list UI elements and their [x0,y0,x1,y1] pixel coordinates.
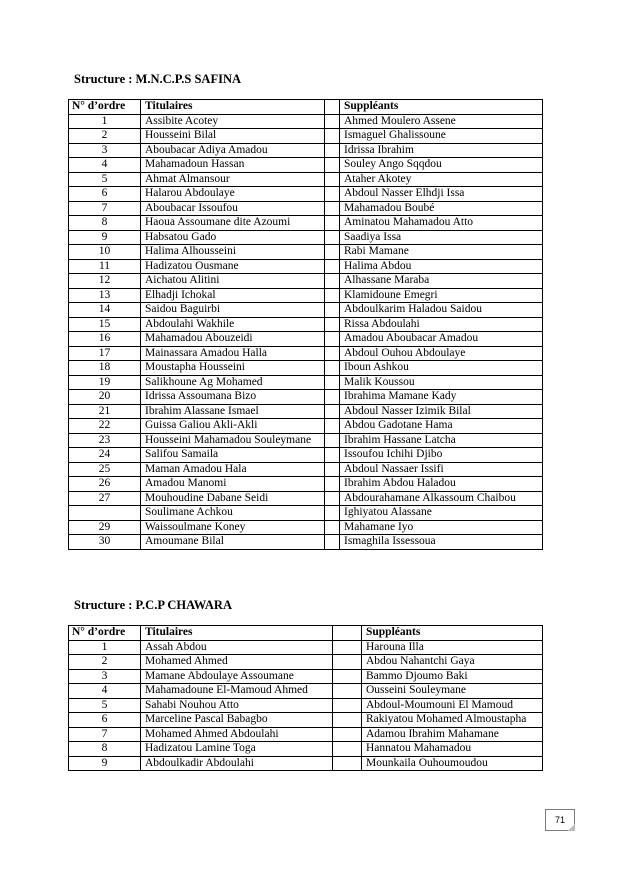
holder-name: Habsatou Gado [141,230,325,245]
spacer-cell [325,158,340,173]
table-row [69,375,543,390]
alternate-name: Saadiya Issa [340,230,543,245]
roster-table-safina [68,99,543,550]
column-header-alternates: Suppléants [340,100,543,115]
spacer-cell [325,332,340,347]
row-number: 10 [69,245,141,260]
alternate-name: Malik Koussou [340,375,543,390]
spacer-cell [325,129,340,144]
spacer-cell [333,684,362,699]
alternate-name: Issoufou Ichihi Djibo [340,448,543,463]
alternate-name: Mahamane Iyo [340,520,543,535]
spacer-cell [325,288,340,303]
spacer-cell [333,727,362,742]
table-header-row [69,626,543,641]
alternate-name: Abdoul Nasser Izimik Bilal [340,404,543,419]
holder-name: Mouhoudine Dabane Seidi [141,491,325,506]
row-number: 4 [69,158,141,173]
row-number: 2 [69,655,141,670]
alternate-name: Bammo Djoumo Baki [362,669,543,684]
holder-name: Amadou Manomi [141,477,325,492]
table-row [69,346,543,361]
alternate-name: Abdoul Ouhou Abdoulaye [340,346,543,361]
holder-name: Abdoulkadir Abdoulahi [141,756,333,771]
spacer-cell [325,172,340,187]
holder-name: Mainassara Amadou Halla [141,346,325,361]
alternate-name: Harouna Illa [362,640,543,655]
holder-name: Ibrahim Alassane Ismael [141,404,325,419]
holder-name: Aichatou Alitini [141,274,325,289]
row-number: 4 [69,684,141,699]
alternate-name: Ahmed Moulero Assene [340,114,543,129]
alternate-name: Alhassane Maraba [340,274,543,289]
alternate-name: Iboun Ashkou [340,361,543,376]
row-number: 20 [69,390,141,405]
spacer-cell [325,216,340,231]
spacer-cell [325,143,340,158]
row-number: 15 [69,317,141,332]
spacer-cell [325,114,340,129]
holder-name: Halima Alhousseini [141,245,325,260]
row-number: 22 [69,419,141,434]
row-number: 18 [69,361,141,376]
holder-name: Aboubacar Issoufou [141,201,325,216]
row-number: 27 [69,491,141,506]
row-number: 13 [69,288,141,303]
holder-name: Mahamadoune El-Mamoud Ahmed [141,684,333,699]
table-row [69,713,543,728]
alternate-name: Hannatou Mahamadou [362,742,543,757]
holder-name: Sahabi Nouhou Atto [141,698,333,713]
row-number: 26 [69,477,141,492]
table-row [69,317,543,332]
spacer-cell [333,756,362,771]
table-row [69,655,543,670]
table-header-row [69,100,543,115]
row-number: 8 [69,742,141,757]
alternate-name: Halima Abdou [340,259,543,274]
holder-name: Amoumane Bilal [141,535,325,550]
holder-name: Hadizatou Lamine Toga [141,742,333,757]
table-row [69,477,543,492]
row-number: 24 [69,448,141,463]
spacer-cell [325,375,340,390]
alternate-name: Ismaguel Ghalissoune [340,129,543,144]
row-number: 14 [69,303,141,318]
row-number: 6 [69,713,141,728]
table-row [69,187,543,202]
table-row [69,448,543,463]
holder-name: Ahmat Almansour [141,172,325,187]
table-row [69,404,543,419]
table-row [69,756,543,771]
holder-name: Elhadji Ichokal [141,288,325,303]
spacer-cell [325,230,340,245]
row-number: 7 [69,727,141,742]
row-number: 5 [69,698,141,713]
spacer-cell [333,713,362,728]
row-number: 8 [69,216,141,231]
holder-name: Housseini Mahamadou Souleymane [141,433,325,448]
holder-name: Soulimane Achkou [141,506,325,521]
column-header-order: N° d’ordre [69,626,141,641]
holder-name: Haoua Assoumane dite Azoumi [141,216,325,231]
row-number: 9 [69,230,141,245]
holder-name: Assah Abdou [141,640,333,655]
alternate-name: Mahamadou Boubé [340,201,543,216]
alternate-name: Amadou Aboubacar Amadou [340,332,543,347]
holder-name: Guissa Galiou Akli-Akli [141,419,325,434]
spacer-cell [325,520,340,535]
spacer-cell [325,317,340,332]
holder-name: Aboubacar Adiya Amadou [141,143,325,158]
holder-name: Housseini Bilal [141,129,325,144]
row-number: 6 [69,187,141,202]
table-row [69,274,543,289]
table-row [69,698,543,713]
alternate-name: Rissa Abdoulahi [340,317,543,332]
column-header-alternates: Suppléants [362,626,543,641]
column-header-holders: Titulaires [141,100,325,115]
column-header-order: N° d’ordre [69,100,141,115]
holder-name: Saidou Baguirbi [141,303,325,318]
row-number [69,506,141,521]
table-row [69,390,543,405]
spacer-cell [333,669,362,684]
spacer-cell [325,491,340,506]
alternate-name: Idrissa Ibrahim [340,143,543,158]
holder-name: Hadizatou Ousmane [141,259,325,274]
row-number: 7 [69,201,141,216]
spacer-cell [325,404,340,419]
alternate-name: Rabi Mamane [340,245,543,260]
row-number: 29 [69,520,141,535]
row-number: 17 [69,346,141,361]
table-row [69,727,543,742]
table-row [69,288,543,303]
spacer-cell [325,201,340,216]
table-row [69,535,543,550]
table-row [69,332,543,347]
column-spacer [333,626,362,641]
holder-name: Moustapha Housseini [141,361,325,376]
section-heading-chawara: Structure : P.C.P CHAWARA [74,598,232,612]
alternate-name: Abdourahamane Alkassoum Chaibou [340,491,543,506]
row-number: 1 [69,640,141,655]
spacer-cell [325,462,340,477]
holder-name: Salikhoune Ag Mohamed [141,375,325,390]
alternate-name: Ousseini Souleymane [362,684,543,699]
table-row [69,520,543,535]
table-row [69,684,543,699]
spacer-cell [325,187,340,202]
row-number: 3 [69,669,141,684]
table-row [69,230,543,245]
alternate-name: Mounkaila Ouhoumoudou [362,756,543,771]
spacer-cell [333,698,362,713]
table-row [69,259,543,274]
alternate-name: Aminatou Mahamadou Atto [340,216,543,231]
alternate-name: Abdou Gadotane Hama [340,419,543,434]
holder-name: Mamane Abdoulaye Assoumane [141,669,333,684]
holder-name: Mohamed Ahmed [141,655,333,670]
spacer-cell [325,259,340,274]
roster-table-chawara [68,625,543,771]
table-row [69,462,543,477]
spacer-cell [325,419,340,434]
table-row [69,361,543,376]
table-row [69,419,543,434]
alternate-name: Abdoul-Moumouni El Mamoud [362,698,543,713]
alternate-name: Ibrahim Abdou Haladou [340,477,543,492]
holder-name: Mohamed Ahmed Abdoulahi [141,727,333,742]
row-number: 21 [69,404,141,419]
row-number: 9 [69,756,141,771]
row-number: 23 [69,433,141,448]
holder-name: Maman Amadou Hala [141,462,325,477]
alternate-name: Klamidoune Emegri [340,288,543,303]
alternate-name: Ibrahima Mamane Kady [340,390,543,405]
spacer-cell [325,361,340,376]
table-row [69,491,543,506]
alternate-name: Abdou Nahantchi Gaya [362,655,543,670]
holder-name: Idrissa Assoumana Bizo [141,390,325,405]
alternate-name: Adamou Ibrahim Mahamane [362,727,543,742]
row-number: 11 [69,259,141,274]
table-row [69,143,543,158]
alternate-name: Abdoul Nasser Elhdji Issa [340,187,543,202]
holder-name: Salifou Samaila [141,448,325,463]
spacer-cell [325,390,340,405]
row-number: 30 [69,535,141,550]
holder-name: Mahamadou Abouzeidi [141,332,325,347]
table-row [69,172,543,187]
table-row [69,216,543,231]
column-spacer [325,100,340,115]
table-row [69,742,543,757]
table-row [69,114,543,129]
table-row [69,158,543,173]
spacer-cell [325,303,340,318]
alternate-name: Ismaghila Issessoua [340,535,543,550]
alternate-name: Ighiyatou Alassane [340,506,543,521]
row-number: 16 [69,332,141,347]
row-number: 5 [69,172,141,187]
column-header-holders: Titulaires [141,626,333,641]
spacer-cell [325,535,340,550]
alternate-name: Ibrahim Hassane Latcha [340,433,543,448]
page-number: 71 [545,809,575,831]
spacer-cell [333,640,362,655]
table-row [69,201,543,216]
spacer-cell [325,506,340,521]
table-row [69,506,543,521]
holder-name: Assibite Acotey [141,114,325,129]
table-row [69,433,543,448]
row-number: 1 [69,114,141,129]
table-row [69,129,543,144]
spacer-cell [325,433,340,448]
table-row [69,245,543,260]
spacer-cell [325,274,340,289]
section-heading-safina: Structure : M.N.C.P.S SAFINA [74,72,242,86]
holder-name: Mahamadoun Hassan [141,158,325,173]
row-number: 3 [69,143,141,158]
holder-name: Waissoulmane Koney [141,520,325,535]
alternate-name: Abdoul Nassaer Issifi [340,462,543,477]
table-row [69,303,543,318]
holder-name: Abdoulahi Wakhile [141,317,325,332]
spacer-cell [325,477,340,492]
alternate-name: Ataher Akotey [340,172,543,187]
alternate-name: Abdoulkarim Haladou Saidou [340,303,543,318]
spacer-cell [325,448,340,463]
row-number: 25 [69,462,141,477]
holder-name: Marceline Pascal Babagbo [141,713,333,728]
spacer-cell [333,655,362,670]
holder-name: Halarou Abdoulaye [141,187,325,202]
alternate-name: Souley Ango Sqqdou [340,158,543,173]
row-number: 12 [69,274,141,289]
table-row [69,669,543,684]
table-row [69,640,543,655]
spacer-cell [325,346,340,361]
spacer-cell [333,742,362,757]
row-number: 2 [69,129,141,144]
spacer-cell [325,245,340,260]
alternate-name: Rakiyatou Mohamed Almoustapha [362,713,543,728]
row-number: 19 [69,375,141,390]
